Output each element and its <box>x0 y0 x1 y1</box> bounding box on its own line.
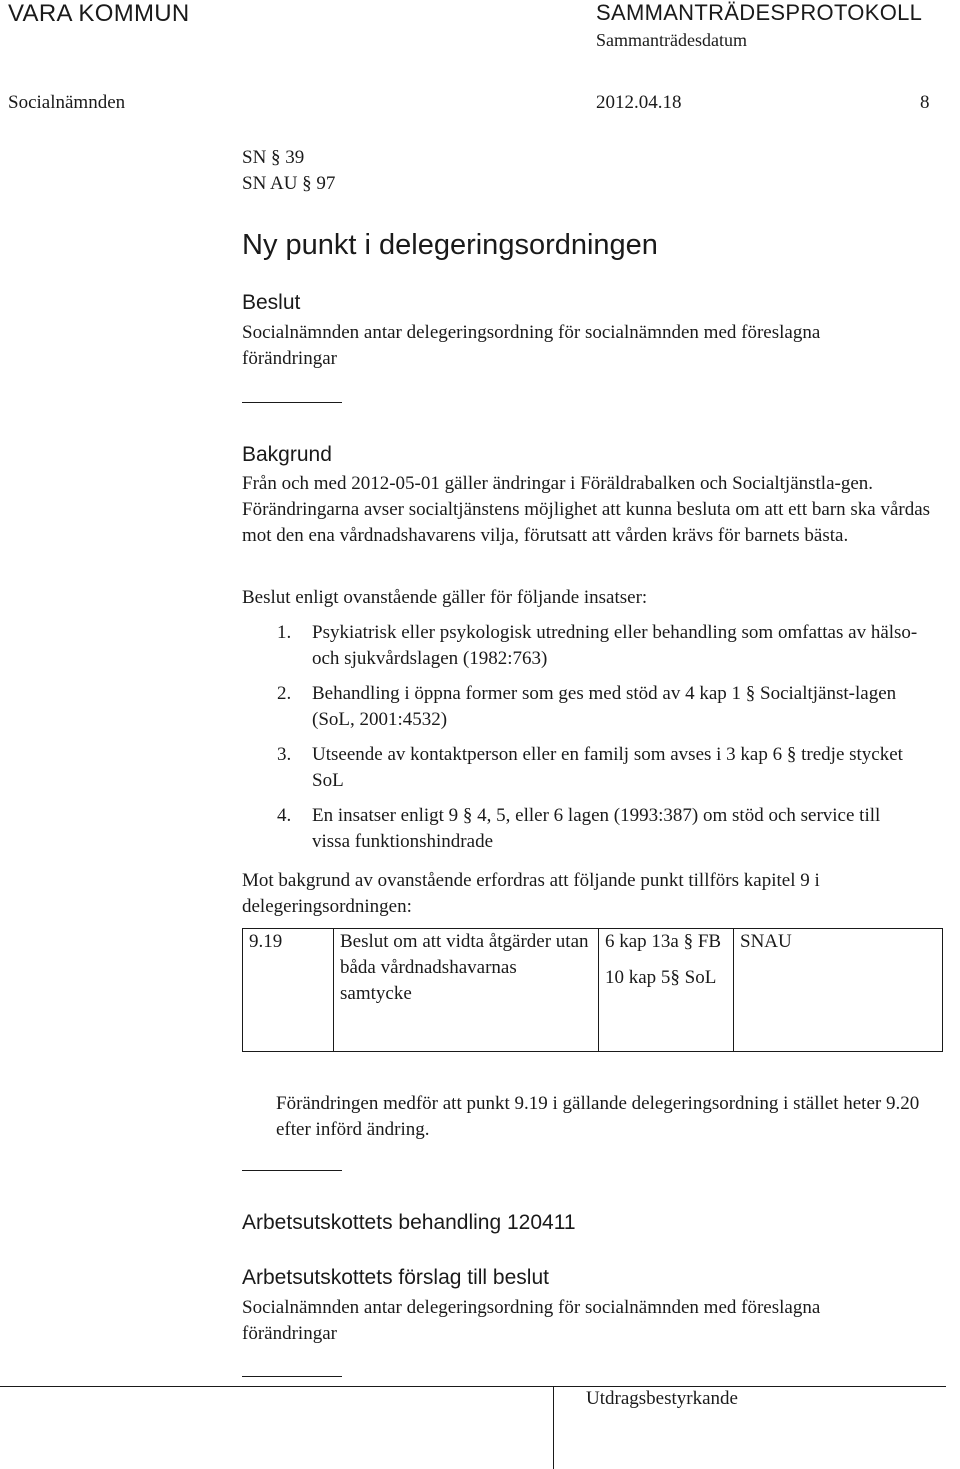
paragraph-ref-au: SN AU § 97 <box>242 173 336 194</box>
table-row <box>243 929 943 1052</box>
document-type: SAMMANTRÄDESPROTOKOLL <box>596 0 923 25</box>
law-ref-sol: 10 kap 5§ SoL <box>605 967 717 988</box>
background-conclusion: Mot bakgrund av ovanstående erfordras att följande punkt tillförs kapitel 9 i delegeringsordningen: <box>242 870 820 917</box>
section-divider <box>242 402 342 403</box>
change-note: Förändringen medför att punkt 9.19 i gällande delegeringsordning i stället heter 9.20 efter införd ändring. <box>276 1093 920 1140</box>
table-cell-law <box>599 929 734 1052</box>
au-heading: Arbetsutskottets behandling 120411 <box>242 1211 576 1234</box>
table-cell-delegate: SNAU <box>734 929 943 1052</box>
list-item: 3. Utseende av kontaktperson eller en familj som avses i 3 kap 6 § tredje stycket SoL <box>277 744 903 791</box>
decision-text: Socialnämnden antar delegeringsordning för socialnämnden med föreslagna förändringar <box>242 322 821 369</box>
section-divider <box>242 1376 342 1377</box>
decision-heading: Beslut <box>242 291 301 314</box>
municipality-name: VARA KOMMUN <box>8 0 190 27</box>
committee-name: Socialnämnden <box>8 92 126 113</box>
meeting-date: 2012.04.18 <box>596 92 682 113</box>
insatser-intro: Beslut enligt ovanstående gäller för följande insatser: <box>242 587 648 608</box>
background-heading: Bakgrund <box>242 443 332 466</box>
proposal-heading: Arbetsutskottets förslag till beslut <box>242 1266 549 1289</box>
table-cell-description: Beslut om att vidta åtgärder utan båda vårdnadshavarnas samtycke <box>334 929 599 1052</box>
law-ref-fb: 6 kap 13a § FB <box>605 931 722 952</box>
meeting-date-label: Sammanträdesdatum <box>596 30 747 50</box>
footer-line <box>0 1386 946 1387</box>
delegation-table <box>242 928 943 1052</box>
page-title: Ny punkt i delegeringsordningen <box>242 229 658 261</box>
list-item: 1. Psykiatrisk eller psykologisk utredning eller behandling som omfattas av hälso- och sjukvårdslagen (1982:763) <box>277 622 918 669</box>
list-item: 2. Behandling i öppna former som ges med stöd av 4 kap 1 § Socialtjänst-lagen (SoL, 2001:4532) <box>277 683 897 730</box>
section-divider <box>242 1170 342 1171</box>
page-number: 8 <box>920 92 930 113</box>
proposal-text: Socialnämnden antar delegeringsordning för socialnämnden med föreslagna förändringar <box>242 1297 821 1344</box>
background-text: Från och med 2012-05-01 gäller ändringar i Föräldrabalken och Socialtjänstla-gen. Förändringarna avser socialtjänstens möjlighet att kunna besluta om att ett barn ska vårdas mot den ena vårdnadshavarens vilja, förutsatt att vården krävs för barnets bästa. <box>242 473 931 546</box>
table-cell-number: 9.19 <box>243 929 334 1052</box>
list-item: 4. En insatser enligt 9 § 4, 5, eller 6 lagen (1993:387) om stöd och service till vissa funktionshindrade <box>277 805 881 852</box>
paragraph-ref-sn: SN § 39 <box>242 147 305 168</box>
insatser-list <box>277 620 922 855</box>
certification-label: Utdragsbestyrkande <box>586 1388 738 1409</box>
footer-divider <box>553 1386 554 1469</box>
